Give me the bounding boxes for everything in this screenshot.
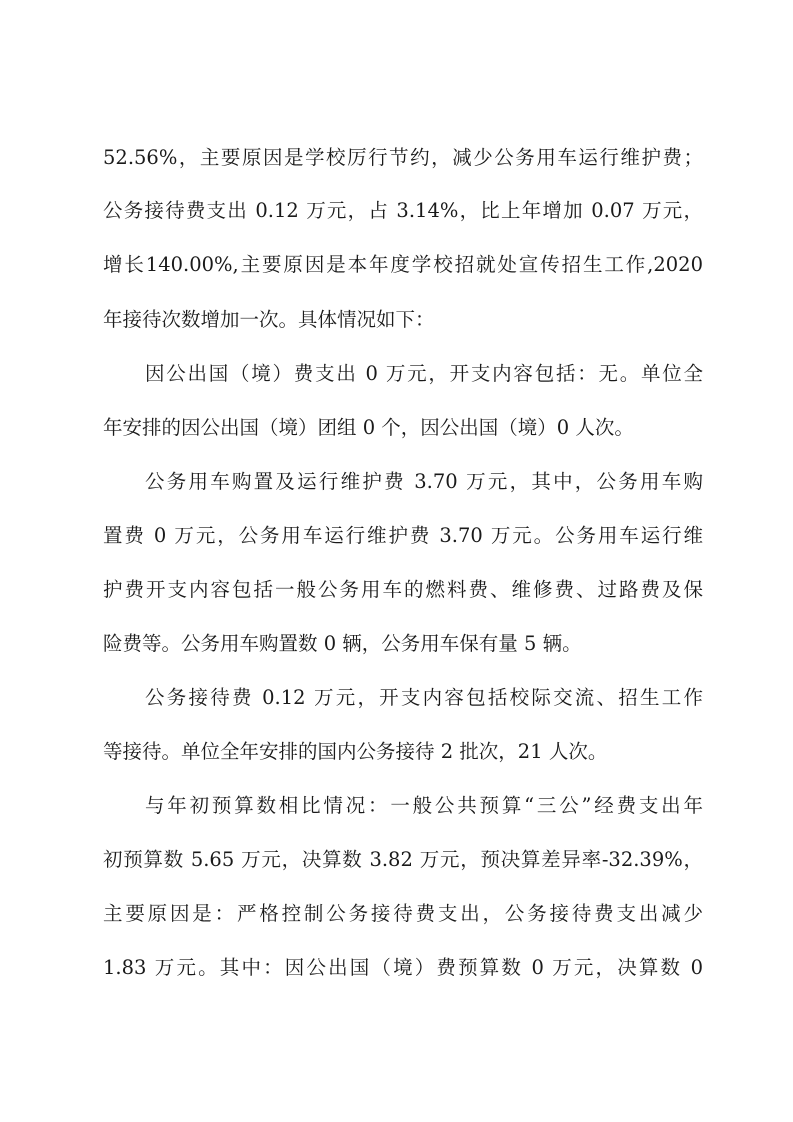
text-line: 主要原因是：严格控制公务接待费支出，公务接待费支出减少 [103, 902, 703, 925]
text-line: 1.83 万元。其中：因公出国（境）费预算数 0 万元，决算数 0 [103, 956, 703, 979]
text-line: 增长140.00%,主要原因是本年度学校招就处宣传招生工作,2020 [103, 253, 703, 276]
paragraph-first-line: 因公出国（境）费支出 0 万元，开支内容包括：无。单位全 [145, 362, 703, 385]
text-line: 年接待次数增加一次。具体情况如下： [103, 308, 435, 331]
paragraph-first-line: 公务用车购置及运行维护费 3.70 万元，其中，公务用车购 [145, 470, 703, 493]
text-line: 险费等。公务用车购置数 0 辆，公务用车保有量 5 辆。 [103, 632, 582, 655]
text-line: 初预算数 5.65 万元，决算数 3.82 万元，预决算差异率-32.39%， [103, 848, 703, 871]
text-line: 护费开支内容包括一般公务用车的燃料费、维修费、过路费及保 [103, 578, 703, 601]
text-line: 公务接待费支出 0.12 万元，占 3.14%，比上年增加 0.07 万元， [103, 199, 703, 222]
text-line: 52.56%，主要原因是学校厉行节约，减少公务用车运行维护费； [103, 146, 703, 169]
text-line: 等接待。单位全年安排的国内公务接待 2 批次，21 人次。 [103, 740, 608, 763]
paragraph-first-line: 公务接待费 0.12 万元，开支内容包括校际交流、招生工作 [145, 686, 703, 709]
text-line: 置费 0 万元，公务用车运行维护费 3.70 万元。公务用车运行维 [103, 524, 703, 547]
text-line: 年安排的因公出国（境）团组 0 个，因公出国（境）0 人次。 [103, 416, 634, 439]
paragraph-first-line: 与年初预算数相比情况：一般公共预算“三公”经费支出年 [145, 794, 703, 817]
